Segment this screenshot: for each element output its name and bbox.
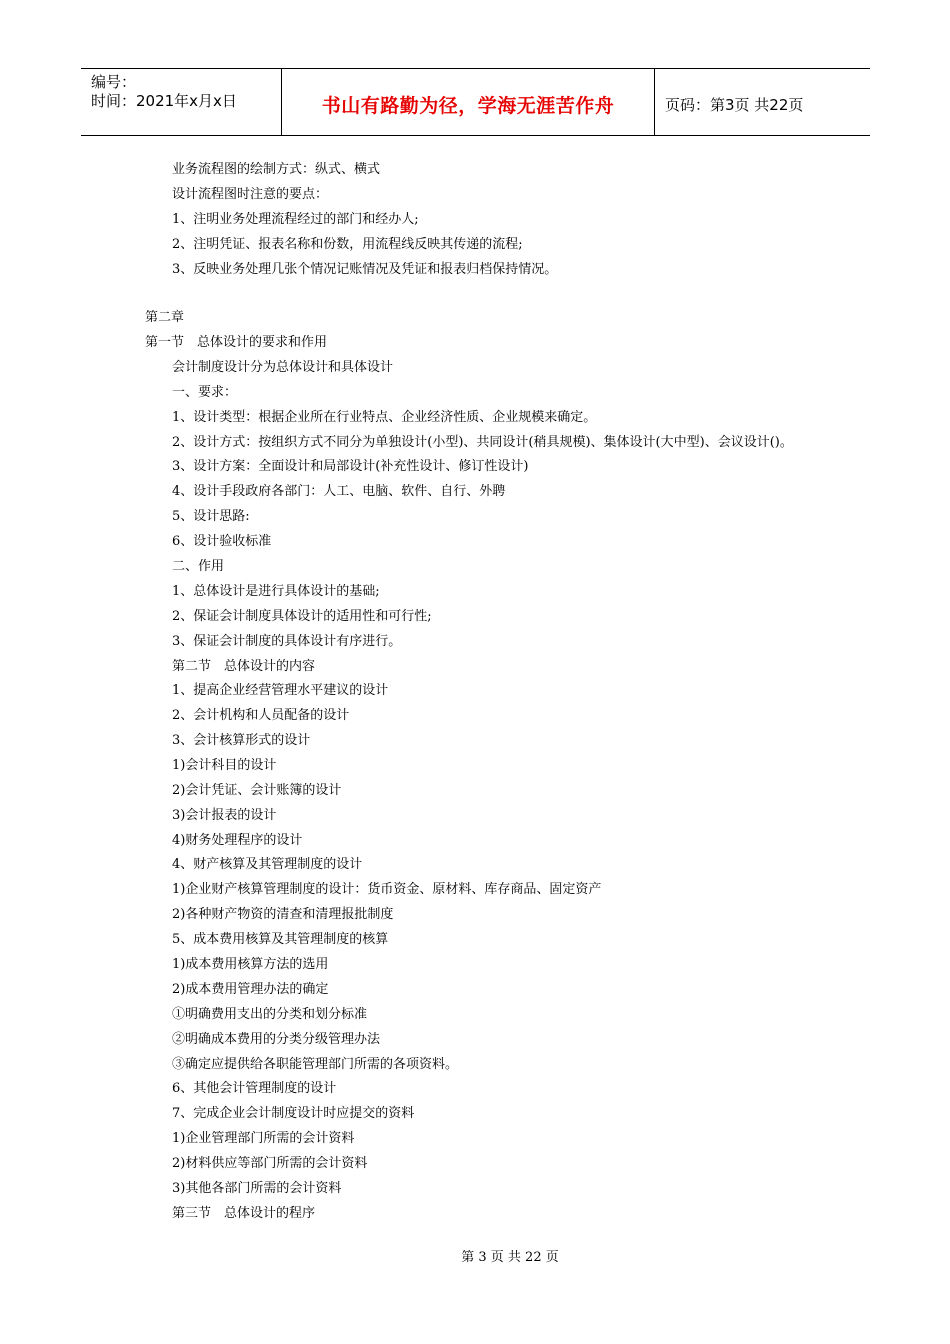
body-line: 3)会计报表的设计 bbox=[172, 808, 277, 823]
body-line: 5、设计思路: bbox=[172, 509, 250, 524]
header-left-cell bbox=[81, 69, 282, 135]
body-line: 设计流程图时注意的要点： bbox=[172, 187, 329, 202]
body-line: 2、注明凭证、报表名称和份数，用流程线反映其传递的流程; bbox=[172, 237, 523, 252]
body-line: 一、要求： bbox=[172, 385, 238, 400]
body-line: 3、会计核算形式的设计 bbox=[172, 733, 311, 748]
body-line: 1、设计类型：根据企业所在行业特点、企业经济性质、企业规模来确定。 bbox=[172, 410, 597, 425]
header-page-info: 页码：第3页 共22页 bbox=[665, 96, 804, 114]
body-line: 2)成本费用管理办法的确定 bbox=[172, 982, 329, 997]
body-line: 业务流程图的绘制方式：纵式、横式 bbox=[172, 162, 381, 177]
body-line: 会计制度设计分为总体设计和具体设计 bbox=[172, 360, 394, 375]
body-line: 5、成本费用核算及其管理制度的核算 bbox=[172, 932, 389, 947]
page-header bbox=[81, 68, 870, 136]
document-code-label: 编号： bbox=[91, 73, 137, 91]
body-line: 6、其他会计管理制度的设计 bbox=[172, 1081, 337, 1096]
body-line: 2)会计凭证、会计账簿的设计 bbox=[172, 783, 342, 798]
body-line: ②明确成本费用的分类分级管理办法 bbox=[172, 1032, 381, 1047]
document-time-label: 时间：2021年x月x日 bbox=[91, 92, 237, 110]
body-line: 1)会计科目的设计 bbox=[172, 758, 277, 773]
body-line: 4、设计手段政府各部门：人工、电脑、软件、自行、外聘 bbox=[172, 484, 506, 499]
body-line: 1)企业财产核算管理制度的设计：货币资金、原材料、库存商品、固定资产 bbox=[172, 882, 602, 897]
section-heading: 第三节 总体设计的程序 bbox=[172, 1206, 316, 1221]
header-right-cell bbox=[655, 69, 870, 135]
body-line: 2)各种财产物资的清查和清理报批制度 bbox=[172, 907, 394, 922]
section-heading: 第二节 总体设计的内容 bbox=[172, 659, 316, 674]
body-line: 1)成本费用核算方法的选用 bbox=[172, 957, 329, 972]
body-line: 3、反映业务处理几张个情况记账情况及凭证和报表归档保持情况。 bbox=[172, 262, 558, 277]
body-line: 2、会计机构和人员配备的设计 bbox=[172, 708, 350, 723]
body-line: 二、作用 bbox=[172, 559, 225, 574]
body-line: 4、财产核算及其管理制度的设计 bbox=[172, 857, 363, 872]
body-line: ③确定应提供给各职能管理部门所需的各项资料。 bbox=[172, 1057, 459, 1072]
body-line: ①明确费用支出的分类和划分标准 bbox=[172, 1007, 368, 1022]
body-line: 6、设计验收标准 bbox=[172, 534, 272, 549]
body-line: 4)财务处理程序的设计 bbox=[172, 833, 303, 848]
body-line: 3、保证会计制度的具体设计有序进行。 bbox=[172, 634, 402, 649]
body-line: 2、保证会计制度具体设计的适用性和可行性; bbox=[172, 609, 432, 624]
body-line: 1、总体设计是进行具体设计的基础; bbox=[172, 584, 380, 599]
page-footer: 第 3 页 共 22 页 bbox=[461, 1250, 559, 1265]
body-line: 2、设计方式：按组织方式不同分为单独设计(小型)、共同设计(稍具规模)、集体设计(大中型)、会议设计()。 bbox=[172, 435, 793, 450]
body-line: 3、设计方案：全面设计和局部设计(补充性设计、修订性设计) bbox=[172, 459, 529, 474]
body-line: 1、提高企业经营管理水平建议的设计 bbox=[172, 683, 389, 698]
body-line: 7、完成企业会计制度设计时应提交的资料 bbox=[172, 1106, 415, 1121]
body-line: 3)其他各部门所需的会计资料 bbox=[172, 1181, 342, 1196]
body-line: 1、注明业务处理流程经过的部门和经办人; bbox=[172, 212, 419, 227]
body-line: 1)企业管理部门所需的会计资料 bbox=[172, 1131, 355, 1146]
body-line: 2)材料供应等部门所需的会计资料 bbox=[172, 1156, 368, 1171]
header-motto: 书山有路勤为径，学海无涯苦作舟 bbox=[321, 95, 615, 117]
section-heading: 第一节 总体设计的要求和作用 bbox=[145, 335, 328, 350]
chapter-heading: 第二章 bbox=[145, 310, 185, 325]
header-middle-cell bbox=[282, 69, 655, 135]
